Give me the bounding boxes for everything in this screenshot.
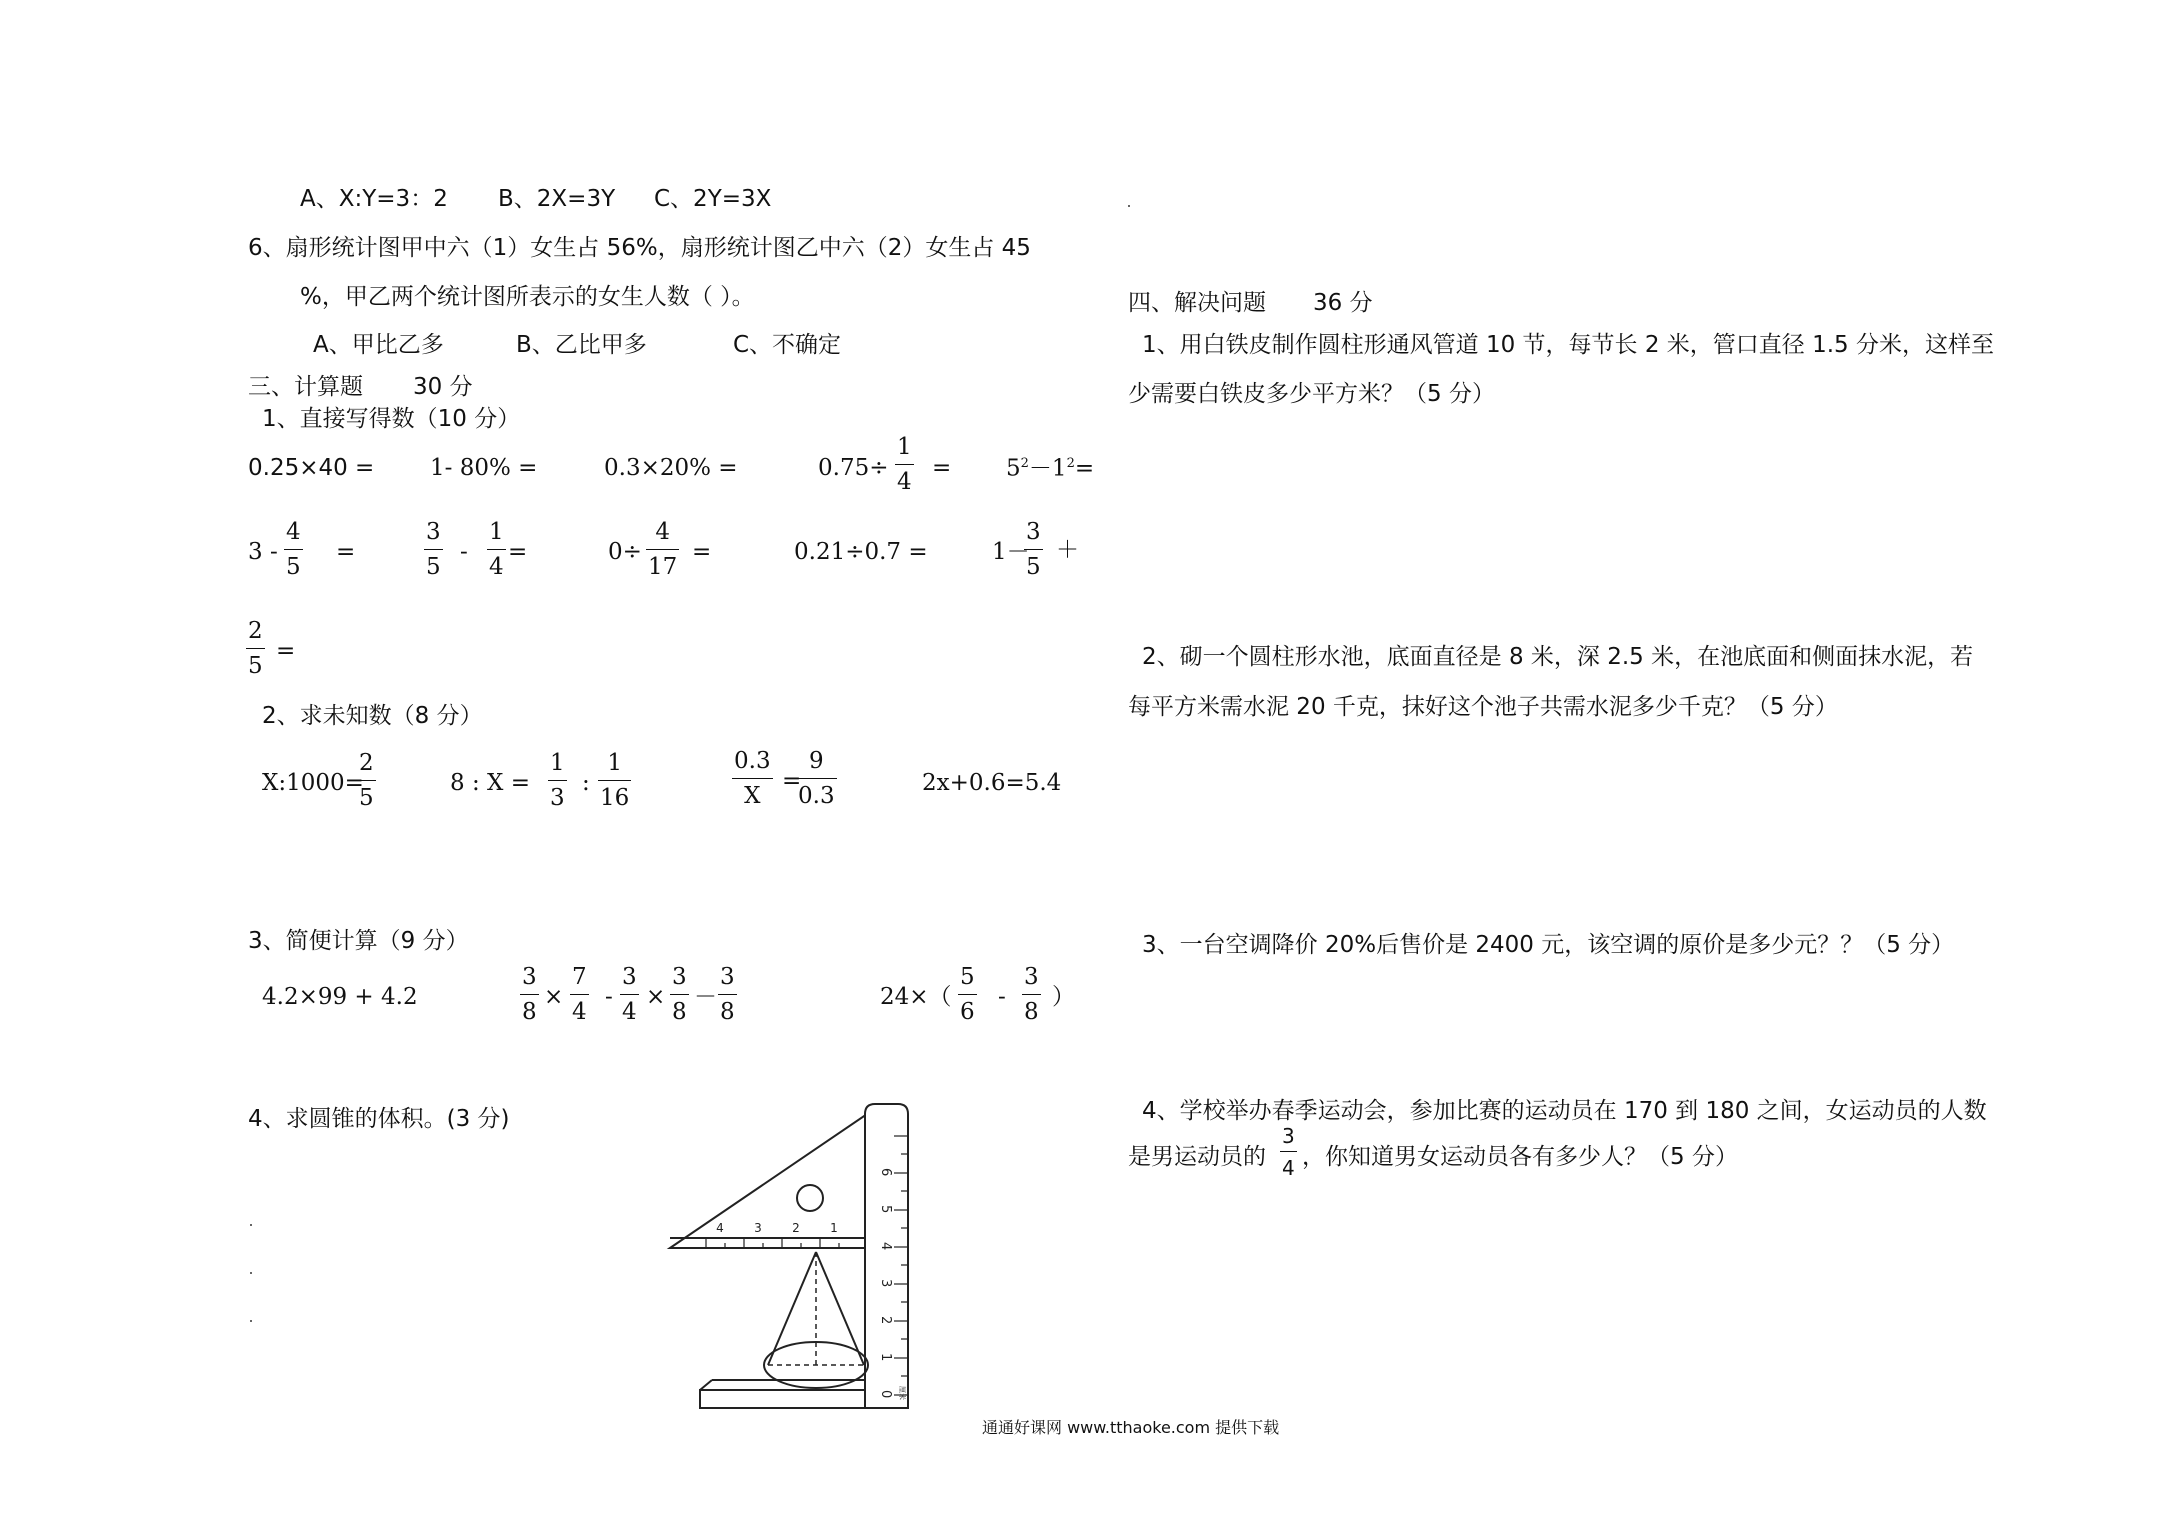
calc-r1-e4-pre: 0.75÷ <box>818 455 889 481</box>
fraction-bar <box>598 780 631 781</box>
numerator: 4 <box>286 519 301 545</box>
fraction-bar <box>620 994 639 995</box>
denominator: 4 <box>1282 1156 1295 1180</box>
simplify-e2-op2: - <box>605 984 613 1010</box>
fraction-bar <box>718 994 737 995</box>
fraction-bar <box>548 780 567 781</box>
calc-r1-e4-post: = <box>932 455 952 481</box>
scan-dot <box>250 1272 252 1274</box>
q4-line2-post: ，你知道男女运动员各有多少人？（5 分） <box>1302 1144 1738 1170</box>
calc-r1-e4-fraction <box>895 436 914 494</box>
calc-r1-e2: 1- 80% = <box>430 455 538 481</box>
calc-r2-e2-fraction2 <box>487 521 506 579</box>
numerator: 3 <box>622 964 637 990</box>
triangle-ruler <box>670 1112 870 1248</box>
tick-label: 2 <box>878 1316 893 1325</box>
calc-r2-e4: 0.21÷0.7 = <box>794 539 928 565</box>
scan-dot <box>250 1320 252 1322</box>
numerator: 3 <box>1026 519 1041 545</box>
simplify-e3-post: ） <box>1052 984 1075 1010</box>
numerator: 3 <box>1024 964 1039 990</box>
simplify-e2-f3 <box>620 966 639 1024</box>
simplify-e2-op1: × <box>544 984 564 1010</box>
denominator: 8 <box>522 999 537 1025</box>
denominator: 16 <box>600 785 630 811</box>
denominator: 8 <box>1024 999 1039 1025</box>
calc-r2-cont-post: = <box>276 638 296 664</box>
numerator: 1 <box>607 750 622 776</box>
exponent: 2 <box>1020 456 1029 471</box>
scan-dot <box>250 1224 252 1226</box>
calc-r2-e3-fraction <box>646 521 679 579</box>
minus-one: －1 <box>1028 455 1067 482</box>
scan-dot <box>1128 205 1130 207</box>
calc-r2-e5-post: ＋ <box>1056 537 1079 563</box>
simplify-e3-op: - <box>998 984 1006 1010</box>
simplify-e3-f1 <box>958 966 977 1024</box>
numerator: 7 <box>572 964 587 990</box>
q6-option-a: A、甲比乙多 <box>313 332 444 358</box>
calc-r2-e3-pre: 0÷ <box>608 539 642 565</box>
tick-label: 1 <box>830 1221 838 1235</box>
denominator: 3 <box>550 785 565 811</box>
numerator: 1 <box>489 519 504 545</box>
part1-title: 1、直接写得数（10 分） <box>262 406 521 432</box>
calc-r2-e2-post: = <box>508 539 528 565</box>
denominator: 4 <box>489 554 504 580</box>
q6-line1: 6、扇形统计图甲中六（1）女生占 56%，扇形统计图乙中六（2）女生占 45 <box>248 235 1031 261</box>
unknown-e1-fraction <box>357 752 376 810</box>
denominator: 17 <box>648 554 678 580</box>
simplify-e1: 4.2×99 + 4.2 <box>262 984 418 1010</box>
numerator: 9 <box>808 748 824 774</box>
calc-r2-e2-op: - <box>460 539 468 565</box>
q3-line1: 3、一台空调降价 20%后售价是 2400 元，该空调的原价是多少元？？（5 分） <box>1142 932 1955 958</box>
unknown-e3-fraction2 <box>796 750 837 808</box>
simplify-e2-f1 <box>520 966 539 1024</box>
base-slab <box>700 1380 882 1408</box>
denominator: 8 <box>720 999 735 1025</box>
simplify-e2-op3: × <box>646 984 666 1010</box>
calc-r2-cont-fraction <box>246 620 265 678</box>
tick-label: 4 <box>878 1242 893 1251</box>
denominator: 5 <box>426 554 441 580</box>
q1-line1: 1、用白铁皮制作圆柱形通风管道 10 节，每节长 2 米，管口直径 1.5 分米，这样至 <box>1142 332 1994 358</box>
denominator: 4 <box>897 469 912 495</box>
part2-title: 2、求未知数（8 分） <box>262 703 483 729</box>
fraction-bar <box>520 994 539 995</box>
denominator: 4 <box>622 999 637 1025</box>
q5-option-b: B、2X=3Y <box>498 186 616 212</box>
simplify-e3-pre: 24×（ <box>880 984 952 1010</box>
calc-r2-e5-pre: 1－ <box>992 539 1030 565</box>
q5-option-a: A、X:Y=3：2 <box>300 186 448 212</box>
fraction-bar <box>895 464 914 465</box>
denominator: 4 <box>572 999 587 1025</box>
q6-option-c: C、不确定 <box>733 332 842 358</box>
footer-credit: 通通好课网 www.tthaoke.com 提供下载 <box>982 1418 1280 1437</box>
denominator: 5 <box>286 554 301 580</box>
numerator: 0.3 <box>734 748 771 774</box>
numerator: 3 <box>1282 1124 1295 1148</box>
q2-line1: 2、砌一个圆柱形水池，底面直径是 8 米，深 2.5 米，在池底面和侧面抹水泥，若 <box>1142 644 1974 670</box>
simplify-e2-f2 <box>570 966 589 1024</box>
section4-title: 四、解决问题 <box>1128 290 1266 316</box>
fraction-bar <box>424 549 443 550</box>
vertical-ruler <box>865 1104 908 1408</box>
tick-label: 6 <box>878 1168 893 1177</box>
q2-line2: 每平方米需水泥 20 千克，抹好这个池子共需水泥多少千克？（5 分） <box>1128 694 1838 720</box>
fraction-bar <box>487 549 506 550</box>
fraction-bar <box>1280 1151 1297 1152</box>
fraction-bar <box>246 648 265 649</box>
simplify-e3-f2 <box>1022 966 1041 1024</box>
denominator: 5 <box>359 785 374 811</box>
tick-label: 1 <box>878 1353 893 1362</box>
calc-r2-e1-post: = <box>336 539 356 565</box>
simplify-e2-f5 <box>718 966 737 1024</box>
numerator: 3 <box>720 964 735 990</box>
q1-line2: 少需要白铁皮多少平方米？（5 分） <box>1128 381 1495 407</box>
fraction-bar <box>284 549 303 550</box>
q4-fraction <box>1280 1126 1297 1178</box>
fraction-bar <box>1024 549 1043 550</box>
q4-line2-pre: 是男运动员的 <box>1128 1144 1266 1170</box>
fraction-bar <box>796 778 837 779</box>
fraction-bar <box>646 549 679 550</box>
denominator: 0.3 <box>798 783 835 809</box>
fraction-bar <box>732 778 773 779</box>
base: 5 <box>1006 455 1021 482</box>
denominator: X <box>744 783 761 809</box>
unknown-e2-pre: 8 : X = <box>450 770 530 796</box>
tick-label: 0 <box>878 1390 893 1399</box>
cone-ruler-figure <box>660 1100 930 1420</box>
denominator: 5 <box>1026 554 1041 580</box>
unknown-e1-pre: X:1000= <box>262 770 364 796</box>
calc-r2-e5-fraction <box>1024 521 1043 579</box>
tick-label: 5 <box>878 1205 893 1214</box>
calc-r2-e2-fraction1 <box>424 521 443 579</box>
unit-label: 厘米 <box>898 1386 906 1400</box>
simplify-e2-f4 <box>670 966 689 1024</box>
numerator: 3 <box>672 964 687 990</box>
numerator: 4 <box>655 519 670 545</box>
numerator: 1 <box>550 750 565 776</box>
calc-r2-e3-post: = <box>692 539 712 565</box>
calc-r1-e1: 0.25×40 = <box>248 455 375 481</box>
part4-title: 4、求圆锥的体积。(3 分) <box>248 1106 510 1132</box>
calc-r1-e3: 0.3×20% = <box>604 455 738 481</box>
unknown-e2-fraction1 <box>548 752 567 810</box>
q4-line1: 4、学校举办春季运动会，参加比赛的运动员在 170 到 180 之间，女运动员的人数 <box>1142 1098 1987 1124</box>
fraction-bar <box>670 994 689 995</box>
denominator: 5 <box>248 653 263 679</box>
unknown-e3-eq: = <box>782 768 802 794</box>
calc-r2-e1-fraction <box>284 521 303 579</box>
calc-r1-e5 <box>1006 457 1094 481</box>
unknown-e4: 2x+0.6=5.4 <box>922 770 1062 796</box>
fraction-bar <box>570 994 589 995</box>
calc-r2-e1-pre: 3 - <box>248 539 278 565</box>
fraction-bar <box>357 780 376 781</box>
unknown-e3-fraction1 <box>732 750 773 808</box>
tick-label: 3 <box>878 1279 893 1288</box>
q6-line2: %，甲乙两个统计图所表示的女生人数（ ）。 <box>300 284 755 310</box>
numerator: 1 <box>897 434 912 460</box>
part3-title: 3、简便计算（9 分） <box>248 928 469 954</box>
numerator: 2 <box>359 750 374 776</box>
q6-option-b: B、乙比甲多 <box>516 332 647 358</box>
equals: = <box>1074 455 1095 482</box>
numerator: 3 <box>522 964 537 990</box>
q5-option-c: C、2Y=3X <box>654 186 772 212</box>
unknown-e2-fraction2 <box>598 752 631 810</box>
denominator: 8 <box>672 999 687 1025</box>
section3-score: 30 分 <box>413 374 473 400</box>
denominator: 6 <box>960 999 975 1025</box>
tick-label: 2 <box>792 1221 800 1235</box>
unknown-e2-colon: : <box>582 770 590 796</box>
numerator: 3 <box>426 519 441 545</box>
numerator: 5 <box>960 964 975 990</box>
section4-score: 36 分 <box>1313 290 1373 316</box>
exponent: 2 <box>1066 456 1075 471</box>
simplify-e2-op4: － <box>694 984 717 1010</box>
triangle-tick-labels <box>716 1221 838 1235</box>
section3-title: 三、计算题 <box>248 374 363 400</box>
fraction-bar <box>1022 994 1041 995</box>
numerator: 2 <box>248 618 263 644</box>
tick-label: 3 <box>754 1221 762 1235</box>
triangle-ticks <box>706 1238 839 1248</box>
tick-label: 4 <box>716 1221 724 1235</box>
cone-shape <box>764 1252 868 1388</box>
fraction-bar <box>958 994 977 995</box>
